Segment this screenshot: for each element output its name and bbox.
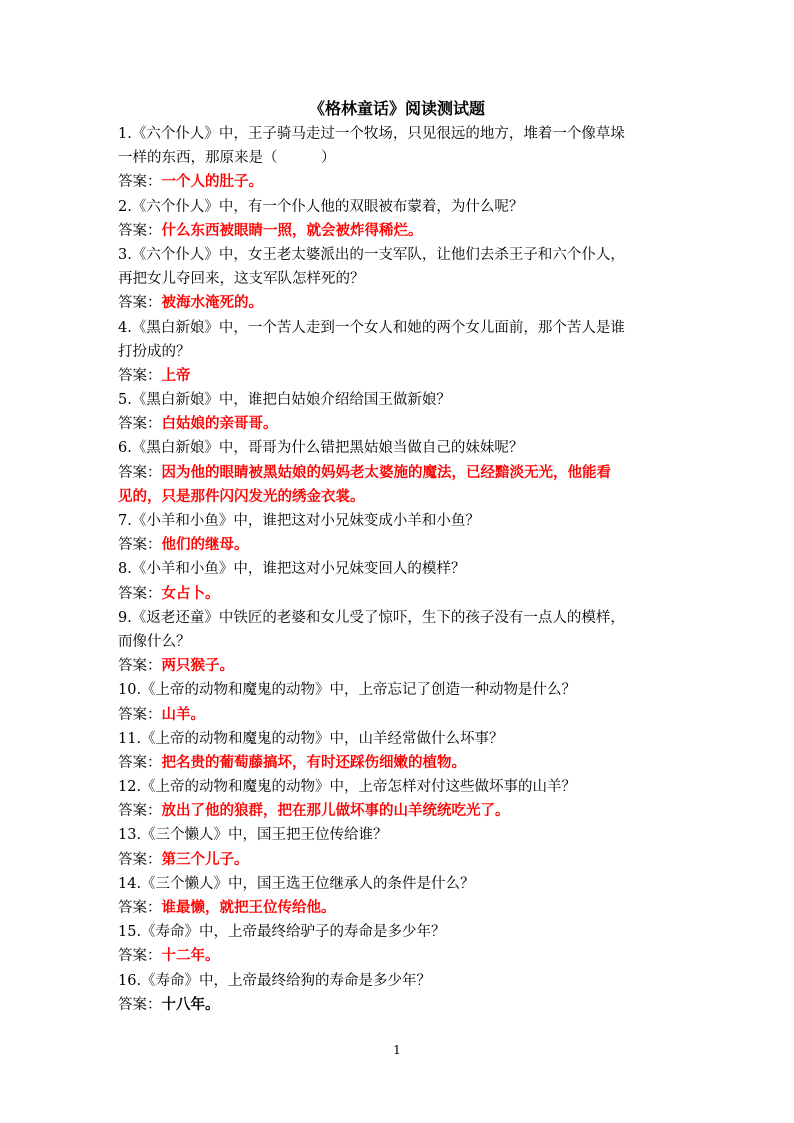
question-text: 5.《黑白新娘》中，谁把白姑娘介绍给国王做新娘？ (118, 392, 451, 409)
question-text: 2.《六个仆人》中，有一个仆人他的双眼被布蒙着，为什么呢？ (118, 198, 524, 215)
answer-line (118, 944, 678, 968)
question-line (118, 727, 678, 751)
question-text: 7.《小羊和小鱼》中，谁把这对小兄妹变成小羊和小鱼？ (118, 513, 480, 529)
question-text: 4.《黑白新娘》中，一个苦人走到一个女人和她的两个女儿面前，那个苦人是谁 (118, 319, 625, 336)
answer-text: 什么东西被眼睛一照，就会被炸得稀烂。 (161, 221, 423, 239)
question-line (118, 630, 678, 654)
answer-line (118, 412, 678, 436)
answer-label: 答案： (118, 585, 162, 602)
answer-line (118, 896, 678, 920)
answer-line (118, 219, 678, 243)
question-text: 6.《黑白新娘》中，哥哥为什么错把黑姑娘当做自己的妹妹呢？ (118, 440, 524, 457)
answer-label: 答案： (118, 658, 162, 675)
question-text: 11.《上帝的动物和魔鬼的动物》中，山羊经常做什么坏事？ (118, 730, 504, 747)
answer-line (118, 703, 678, 727)
question-text: 再把女儿夺回来，这支军队怎样死的？ (118, 271, 365, 288)
answer-line (118, 751, 678, 775)
answer-line (118, 461, 678, 485)
answer-label: 答案： (118, 537, 162, 554)
answer-text: 因为他的眼睛被黑姑娘的妈妈老太婆施的魔法，已经黯淡无光，他能看 (161, 463, 611, 481)
answer-text: 见的，只是那件闪闪发光的绣金衣裳。 (118, 487, 365, 505)
answer-label: 答案： (118, 996, 162, 1013)
question-text: 9.《返老还童》中铁匠的老婆和女儿受了惊吓，生下的孩子没有一点人的模样， (118, 609, 625, 626)
question-line (118, 243, 678, 267)
answer-label: 答案： (118, 754, 162, 771)
question-line (118, 316, 678, 340)
question-line (118, 557, 678, 581)
answer-text: 他们的继母。 (161, 536, 249, 554)
answer-text: 一个人的肚子。 (161, 173, 263, 191)
question-line (118, 823, 678, 847)
answer-text: 女占卜。 (161, 584, 220, 602)
question-list (118, 122, 678, 1017)
answer-line (118, 533, 678, 557)
answer-continuation-line (118, 485, 678, 509)
question-line (118, 606, 678, 630)
answer-line (118, 170, 678, 194)
answer-line (118, 364, 678, 388)
question-line (118, 146, 678, 170)
answer-line (118, 993, 678, 1017)
question-line (118, 509, 678, 533)
answer-label: 答案： (118, 851, 162, 868)
question-line (118, 969, 678, 993)
page-number: 1 (393, 1043, 401, 1057)
answer-text: 山羊。 (161, 705, 205, 723)
answer-label: 答案： (118, 174, 162, 191)
question-line (118, 872, 678, 896)
answer-label: 答案： (118, 706, 162, 723)
question-line (118, 195, 678, 219)
answer-text: 两只猴子。 (161, 657, 234, 675)
question-text: 一样的东西，那原来是（ ） (118, 150, 336, 167)
answer-line (118, 291, 678, 315)
answer-label: 答案： (118, 367, 162, 384)
answer-label: 答案： (118, 948, 162, 965)
question-text: 10.《上帝的动物和魔鬼的动物》中，上帝忘记了创造一种动物是什么？ (118, 682, 577, 699)
answer-label: 答案： (118, 295, 162, 312)
answer-text: 白姑娘的亲哥哥。 (161, 415, 278, 433)
question-text: 1.《六个仆人》中，王子骑马走过一个牧场，只见很远的地方，堆着一个像草垛 (118, 126, 625, 142)
answer-text: 第三个儿子。 (161, 850, 249, 868)
question-line (118, 122, 678, 146)
answer-label: 答案： (118, 464, 162, 481)
question-text: 3.《六个仆人》中，女王老太婆派出的一支军队，让他们去杀王子和六个仆人， (118, 246, 625, 263)
question-line (118, 678, 678, 702)
answer-line (118, 654, 678, 678)
answer-text: 十八年。 (161, 995, 220, 1013)
question-text: 12.《上帝的动物和魔鬼的动物》中，上帝怎样对付这些做坏事的山羊？ (118, 779, 577, 796)
answer-label: 答案： (118, 900, 162, 916)
answer-text: 把名贵的葡萄藤搞坏，有时还踩伤细嫩的植物。 (161, 753, 466, 771)
answer-text: 谁最懒，就把王位传给他。 (161, 899, 336, 916)
answer-line (118, 848, 678, 872)
question-line (118, 388, 678, 412)
question-line (118, 436, 678, 460)
answer-text: 被海水淹死的。 (161, 294, 263, 312)
question-line (118, 267, 678, 291)
answer-label: 答案： (118, 803, 162, 820)
question-text: 16.《寿命》中，上帝最终给狗的寿命是多少年？ (118, 972, 432, 989)
question-text: 13.《三个懒人》中，国王把王位传给谁？ (118, 827, 388, 844)
answer-label: 答案： (118, 222, 162, 239)
answer-text: 十二年。 (161, 947, 220, 965)
question-line (118, 920, 678, 944)
question-text: 而像什么？ (118, 633, 191, 650)
answer-text: 上帝 (161, 366, 191, 384)
question-text: 15.《寿命》中，上帝最终给驴子的寿命是多少年？ (118, 924, 446, 941)
question-text: 打扮成的？ (118, 343, 191, 360)
question-text: 14.《三个懒人》中，国王选王位继承人的条件是什么？ (118, 875, 475, 892)
answer-label: 答案： (118, 416, 162, 433)
answer-line (118, 582, 678, 606)
document-title: 《格林童话》阅读测试题 (308, 99, 485, 118)
answer-text: 放出了他的狼群，把在那儿做坏事的山羊统统吃光了。 (161, 802, 510, 820)
question-line (118, 340, 678, 364)
question-text: 8.《小羊和小鱼》中，谁把这对小兄妹变回人的模样？ (118, 561, 466, 578)
question-line (118, 775, 678, 799)
answer-line (118, 799, 678, 823)
